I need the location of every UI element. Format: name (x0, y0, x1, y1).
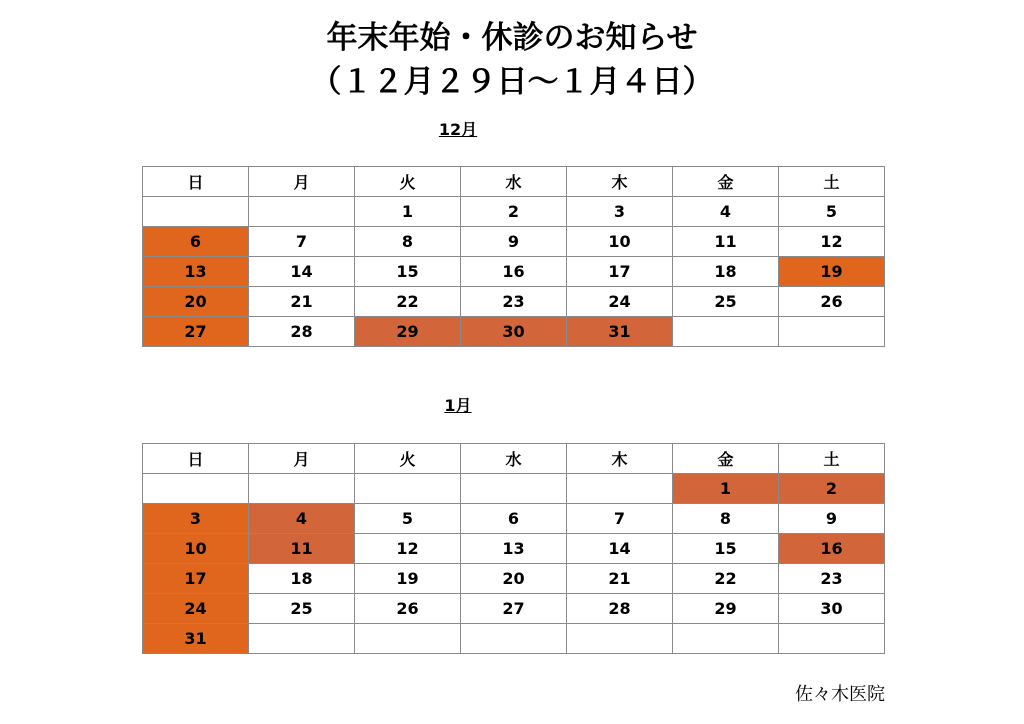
calendar-day-cell: 5 (779, 197, 885, 227)
month-label-december: 12月 (438, 120, 478, 139)
calendar-day-cell: 29 (355, 317, 461, 347)
weekday-header-row (143, 444, 885, 474)
calendar-day-cell: 8 (355, 227, 461, 257)
calendar-week-row (143, 504, 885, 534)
calendar-day-cell: 1 (673, 474, 779, 504)
calendar-day-cell: 22 (673, 564, 779, 594)
calendar-day-cell: 11 (249, 534, 355, 564)
calendar-day-cell: 25 (673, 287, 779, 317)
calendar-day-cell: 2 (461, 197, 567, 227)
calendar-empty-cell (567, 624, 673, 654)
calendar-empty-cell (461, 474, 567, 504)
calendar-empty-cell (143, 197, 249, 227)
calendar-day-cell: 27 (143, 317, 249, 347)
calendar-day-cell: 15 (355, 257, 461, 287)
calendar-day-cell: 2 (779, 474, 885, 504)
calendar-day-cell: 23 (779, 564, 885, 594)
calendar-day-cell: 14 (567, 534, 673, 564)
calendar-week-row (143, 197, 885, 227)
calendar-empty-cell (673, 624, 779, 654)
calendar-empty-cell (673, 317, 779, 347)
weekday-header: 水 (461, 167, 567, 197)
calendar-empty-cell (779, 624, 885, 654)
calendar-day-cell: 6 (461, 504, 567, 534)
calendar-day-cell: 15 (673, 534, 779, 564)
calendar-day-cell: 5 (355, 504, 461, 534)
weekday-header: 水 (461, 444, 567, 474)
calendar-empty-cell (355, 474, 461, 504)
weekday-header-row (143, 167, 885, 197)
calendar-day-cell: 18 (249, 564, 355, 594)
calendar-week-row (143, 287, 885, 317)
calendar-day-cell: 24 (567, 287, 673, 317)
clinic-name: 佐々木医院 (795, 684, 885, 705)
calendar-day-cell: 3 (143, 504, 249, 534)
calendar-empty-cell (779, 317, 885, 347)
calendar-day-cell: 12 (355, 534, 461, 564)
calendar-week-row (143, 317, 885, 347)
calendar-day-cell: 20 (461, 564, 567, 594)
calendar-day-cell: 8 (673, 504, 779, 534)
calendar-day-cell: 22 (355, 287, 461, 317)
calendar-day-cell: 6 (143, 227, 249, 257)
calendar-empty-cell (355, 624, 461, 654)
calendar-day-cell: 24 (143, 594, 249, 624)
calendar-day-cell: 10 (143, 534, 249, 564)
calendar-day-cell: 17 (143, 564, 249, 594)
month-label-january: 1月 (444, 396, 472, 415)
calendar-day-cell: 13 (143, 257, 249, 287)
calendar-day-cell: 17 (567, 257, 673, 287)
weekday-header: 日 (143, 444, 249, 474)
calendar-january (142, 443, 885, 654)
calendar-day-cell: 13 (461, 534, 567, 564)
calendar-day-cell: 9 (779, 504, 885, 534)
calendar-week-row (143, 227, 885, 257)
page-title: 年末年始・休診のお知らせ (326, 20, 698, 56)
calendar-week-row (143, 257, 885, 287)
calendar-day-cell: 9 (461, 227, 567, 257)
calendar-empty-cell (461, 624, 567, 654)
calendar-week-row (143, 594, 885, 624)
calendar-day-cell: 31 (567, 317, 673, 347)
calendar-day-cell: 27 (461, 594, 567, 624)
calendar-empty-cell (249, 474, 355, 504)
calendar-day-cell: 28 (567, 594, 673, 624)
calendar-empty-cell (249, 624, 355, 654)
weekday-header: 木 (567, 167, 673, 197)
calendar-day-cell: 4 (673, 197, 779, 227)
calendar-week-row (143, 624, 885, 654)
calendar-day-cell: 7 (567, 504, 673, 534)
calendar-day-cell: 30 (779, 594, 885, 624)
weekday-header: 土 (779, 167, 885, 197)
calendar-day-cell: 25 (249, 594, 355, 624)
weekday-header: 月 (249, 167, 355, 197)
calendar-day-cell: 26 (355, 594, 461, 624)
calendar-day-cell: 23 (461, 287, 567, 317)
calendar-day-cell: 21 (249, 287, 355, 317)
calendar-week-row (143, 564, 885, 594)
weekday-header: 木 (567, 444, 673, 474)
calendar-day-cell: 14 (249, 257, 355, 287)
date-range-subtitle: （１２月２９日～１月４日） (310, 64, 714, 100)
calendar-day-cell: 30 (461, 317, 567, 347)
calendar-empty-cell (567, 474, 673, 504)
weekday-header: 金 (673, 444, 779, 474)
calendar-day-cell: 4 (249, 504, 355, 534)
calendar-week-row (143, 474, 885, 504)
calendar-week-row (143, 534, 885, 564)
calendar-day-cell: 16 (461, 257, 567, 287)
calendar-december (142, 166, 885, 347)
weekday-header: 金 (673, 167, 779, 197)
calendar-day-cell: 1 (355, 197, 461, 227)
weekday-header: 日 (143, 167, 249, 197)
weekday-header: 土 (779, 444, 885, 474)
calendar-day-cell: 11 (673, 227, 779, 257)
calendar-day-cell: 3 (567, 197, 673, 227)
calendar-day-cell: 19 (355, 564, 461, 594)
calendar-day-cell: 18 (673, 257, 779, 287)
weekday-header: 月 (249, 444, 355, 474)
calendar-day-cell: 10 (567, 227, 673, 257)
calendar-empty-cell (249, 197, 355, 227)
calendar-day-cell: 31 (143, 624, 249, 654)
weekday-header: 火 (355, 444, 461, 474)
calendar-day-cell: 29 (673, 594, 779, 624)
calendar-day-cell: 19 (779, 257, 885, 287)
calendar-empty-cell (143, 474, 249, 504)
calendar-day-cell: 26 (779, 287, 885, 317)
calendar-day-cell: 20 (143, 287, 249, 317)
calendar-day-cell: 21 (567, 564, 673, 594)
calendar-day-cell: 28 (249, 317, 355, 347)
weekday-header: 火 (355, 167, 461, 197)
calendar-day-cell: 7 (249, 227, 355, 257)
calendar-day-cell: 12 (779, 227, 885, 257)
calendar-day-cell: 16 (779, 534, 885, 564)
